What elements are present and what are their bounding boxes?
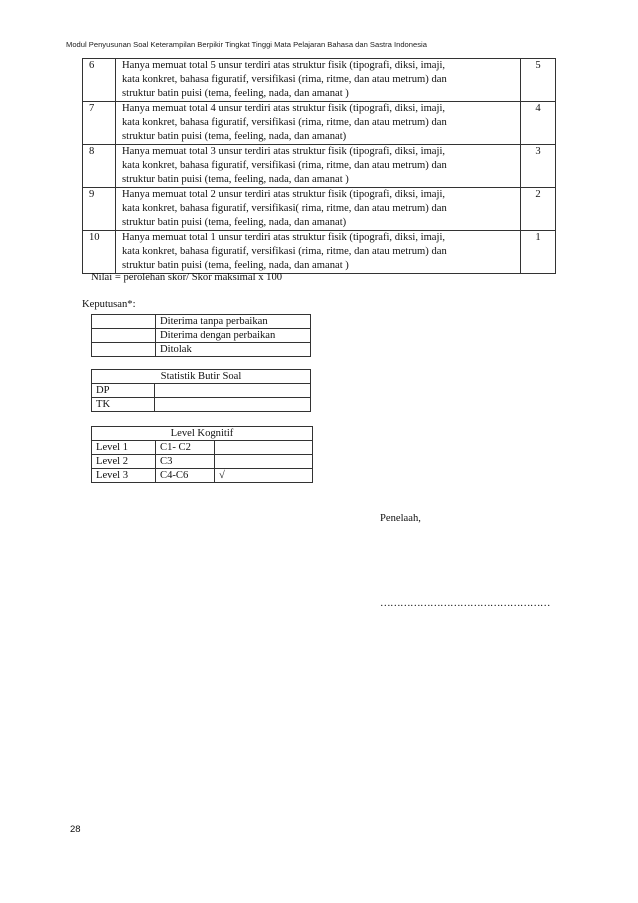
level-code: C4-C6: [156, 469, 215, 483]
rubric-description-line: Hanya memuat total 2 unsur terdiri atas struktur fisik (tipografi, diksi, imaji,: [122, 189, 446, 200]
level-label: Level 1: [92, 441, 156, 455]
rubric-description-line: Hanya memuat total 1 unsur terdiri atas struktur fisik (tipografi, diksi, imaji,: [122, 232, 446, 243]
keputusan-table: [91, 314, 311, 357]
rubric-number: 10: [83, 231, 116, 274]
keputusan-option: Ditolak: [156, 343, 311, 357]
level-checkmark[interactable]: √: [215, 469, 313, 483]
rubric-description-line: kata konkret, bahasa figuratif, versifikasi (rima, ritme, dan atau metrum) dan: [122, 117, 447, 128]
nilai-formula: Nilai = perolehan skor/ Skor maksimal x 100: [91, 272, 283, 283]
page-number: 28: [70, 824, 81, 835]
rubric-description-line: Hanya memuat total 3 unsur terdiri atas struktur fisik (tipografi, diksi, imaji,: [122, 146, 446, 157]
rubric-description: [116, 145, 521, 188]
level-kognitif-title: Level Kognitif: [92, 427, 313, 441]
rubric-number: 9: [83, 188, 116, 231]
rubric-table: [82, 58, 556, 274]
statistik-label: DP: [92, 384, 155, 398]
penelaah-label: Penelaah,: [380, 513, 421, 524]
keputusan-label: Keputusan*:: [82, 299, 136, 310]
statistik-title: Statistik Butir Soal: [92, 370, 311, 384]
rubric-description-line: kata konkret, bahasa figuratif, versifikasi (rima, ritme, dan atau metrum) dan: [122, 74, 447, 85]
rubric-description-line: struktur batin puisi (tema, feeling, nada, dan amanat ): [122, 88, 349, 99]
keputusan-row: [92, 329, 311, 343]
rubric-description-line: struktur batin puisi (tema, feeling, nada, dan amanat): [122, 131, 347, 142]
statistik-row: [92, 398, 311, 412]
rubric-description: [116, 59, 521, 102]
rubric-score: 3: [521, 145, 556, 188]
rubric-description-line: kata konkret, bahasa figuratif, versifikasi (rima, ritme, dan atau metrum) dan: [122, 246, 447, 257]
level-mark-cell[interactable]: [215, 455, 313, 469]
level-code: C3: [156, 455, 215, 469]
rubric-description-line: kata konkret, bahasa figuratif, versifikasi( rima, ritme, dan atau metrum) dan: [122, 203, 447, 214]
keputusan-row: [92, 343, 311, 357]
rubric-number: 7: [83, 102, 116, 145]
rubric-score: 5: [521, 59, 556, 102]
rubric-description-line: struktur batin puisi (tema, feeling, nada, dan amanat ): [122, 260, 349, 271]
rubric-row: [83, 231, 556, 274]
level-kognitif-table: [91, 426, 313, 483]
statistik-table: [91, 369, 311, 412]
rubric-number: 8: [83, 145, 116, 188]
rubric-description-line: struktur batin puisi (tema, feeling, nada, dan amanat ): [122, 174, 349, 185]
running-header: Modul Penyusunan Soal Keterampilan Berpikir Tingkat Tinggi Mata Pelajaran Bahasa dan Sastra Indonesia: [66, 40, 427, 49]
rubric-row: [83, 102, 556, 145]
rubric-score: 4: [521, 102, 556, 145]
rubric-number: 6: [83, 59, 116, 102]
rubric-row: [83, 188, 556, 231]
level-label: Level 2: [92, 455, 156, 469]
statistik-row: [92, 384, 311, 398]
keputusan-row: [92, 315, 311, 329]
rubric-description: [116, 231, 521, 274]
level-label: Level 3: [92, 469, 156, 483]
rubric-score: 2: [521, 188, 556, 231]
rubric-description-line: struktur batin puisi (tema, feeling, nada, dan amanat): [122, 217, 347, 228]
rubric-description: [116, 188, 521, 231]
statistik-label: TK: [92, 398, 155, 412]
keputusan-option: Diterima tanpa perbaikan: [156, 315, 311, 329]
rubric-score: 1: [521, 231, 556, 274]
statistik-value-cell[interactable]: [155, 398, 311, 412]
statistik-value-cell[interactable]: [155, 384, 311, 398]
keputusan-checkbox-cell[interactable]: [92, 343, 156, 357]
level-row: [92, 469, 313, 483]
level-row: [92, 441, 313, 455]
rubric-description-line: Hanya memuat total 5 unsur terdiri atas struktur fisik (tipografi, diksi, imaji,: [122, 60, 446, 71]
rubric-description-line: Hanya memuat total 4 unsur terdiri atas struktur fisik (tipografi, diksi, imaji,: [122, 103, 446, 114]
level-mark-cell[interactable]: [215, 441, 313, 455]
rubric-row: [83, 145, 556, 188]
level-row: [92, 455, 313, 469]
signature-line: ……………………………………………: [380, 598, 550, 609]
level-code: C1- C2: [156, 441, 215, 455]
rubric-description-line: kata konkret, bahasa figuratif, versifikasi (rima, ritme, dan atau metrum) dan: [122, 160, 447, 171]
rubric-description: [116, 102, 521, 145]
keputusan-option: Diterima dengan perbaikan: [156, 329, 311, 343]
keputusan-checkbox-cell[interactable]: [92, 315, 156, 329]
rubric-row: [83, 59, 556, 102]
keputusan-checkbox-cell[interactable]: [92, 329, 156, 343]
